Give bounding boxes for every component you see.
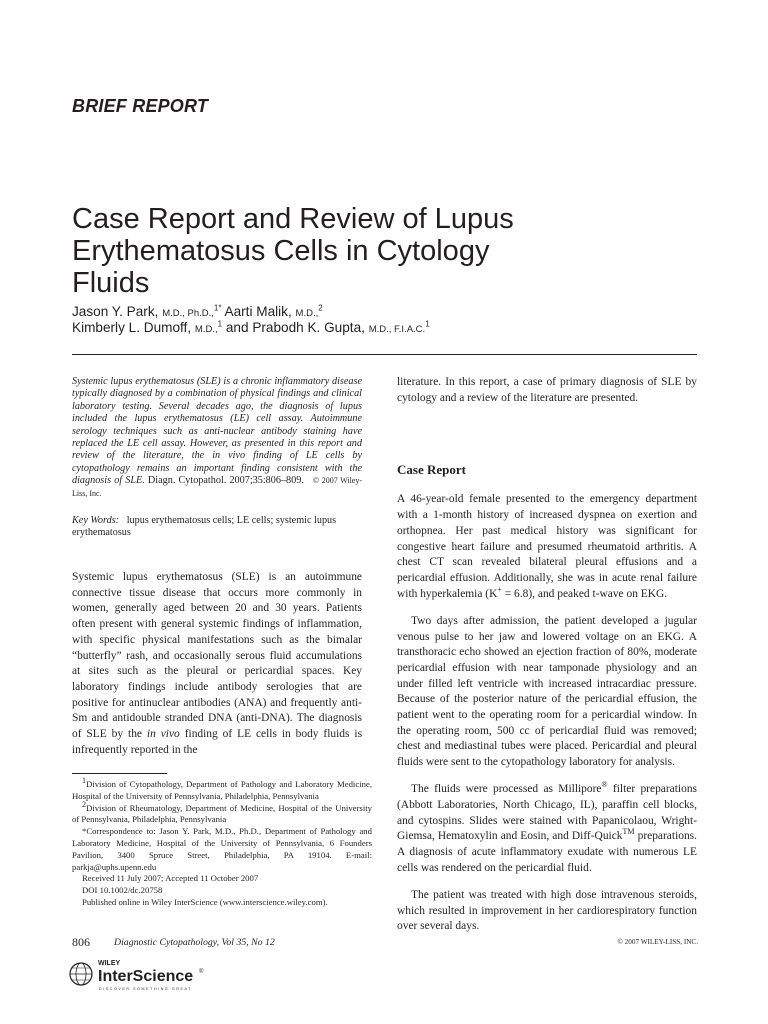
author-conjunction: and: [225, 320, 249, 335]
author-degree: M.D.,: [194, 324, 218, 335]
case-text-segment: preparations. A diagnosis of acute inflammatory exudate with numerous LE cells was rendered on the pericardial fluid.: [397, 830, 697, 874]
case-text-segment: filter preparations (Abbott Laboratories, North Chicago, IL), paraffin cell blocks, and cytospins. Slides were stained with Papanicolaou, Wright-Giemsa, Hematoxylin and Eosin, and Diff-Quick: [397, 783, 697, 843]
footnote-correspondence: *Correspondence to: Jason Y. Park, M.D., Ph.D., Department of Pathology and Laboratory Medicine, Hospital of the University of Pennsylvania, 6 Founders Pavilion, 3400 Spruce Street, Philadelphia, PA 19104. E-mail: parkja@uphs.upenn.edu: [72, 826, 372, 872]
author-name: Prabodh K. Gupta,: [252, 320, 365, 335]
author-degree: M.D., Ph.D.,: [162, 308, 214, 319]
superscript-plus: +: [497, 584, 502, 594]
author-degree: M.D.,: [295, 308, 319, 319]
author-name: Aarti Malik,: [224, 304, 292, 319]
footnotes: [72, 776, 372, 909]
case-text-segment: = 6.8), and peaked t-wave on EKG.: [501, 587, 668, 600]
keywords-list: lupus erythematosus cells; LE cells; systemic lupus erythematosus: [72, 515, 337, 539]
case-paragraph: Two days after admission, the patient developed a jugular venous pulse to her jaw and lowered voltage on an EKG. A transthoracic echo showed an ejection fraction of 80%, moderate pericardial effusion with near tamponade physiology and an under filled left ventricle with increased intracardiac pressure. Because of the posterior nature of the pericardial effusion, the patient went to the operating room for a pericardial window. In the operating room, 500 cc of pericardial fluid was removed; chest and mediastinal tubes were placed. Pericardial and pleural fluids were sent to the cytopathology laboratory for analysis.: [397, 614, 697, 769]
author-degree: M.D., F.I.A.C.: [368, 324, 426, 335]
author-affiliation-mark: 2: [318, 303, 323, 313]
header-rule: [72, 354, 697, 355]
intro-paragraph: [72, 570, 362, 758]
case-text-segment: The fluids were processed as Millipore: [411, 783, 602, 796]
keywords-label: Key Words:: [72, 515, 120, 526]
logo-name: InterScience: [98, 968, 194, 985]
footer-copyright: © 2007 WILEY-LISS, INC.: [617, 938, 698, 946]
author-list: [72, 305, 592, 337]
author-name: Kimberly L. Dumoff,: [72, 320, 192, 335]
author-affiliation-mark: 1*: [213, 303, 222, 313]
abstract-citation: Diagn. Cytopathol. 2007;35:806–809.: [147, 475, 304, 487]
footnote-published: Published online in Wiley InterScience (www.interscience.wiley.com).: [82, 896, 328, 907]
footnote-mark: 2: [82, 799, 86, 809]
case-paragraph: The patient was treated with high dose intravenous steroids, which resulted in improvement in her cardiorespiratory function over several days.: [397, 888, 697, 933]
journal-citation: Diagnostic Cytopathology, Vol 35, No 12: [114, 937, 275, 948]
intro-text-segment: Systemic lupus erythematosus (SLE) is an autoimmune connective tissue disease that occurs more commonly in women, generally aged between 20 and 30 years. Patients often present with general systemic findings of inflammation, with specific physical manifestations such as the bimalar “butterfly” rash, and occasionally serous fluid accumulations at sites such as the pleural or pericardial spaces. Key laboratory findings include antibody serologies that are positive for antinuclear antibodies (ANA) and frequently anti-Sm and antidouble stranded DNA (anti-DNA). The diagnosis of SLE by the: [72, 571, 362, 741]
registered-mark: ®: [601, 780, 608, 790]
case-report-heading: Case Report: [397, 462, 466, 477]
logo-tagline: DISCOVER SOMETHING GREAT: [99, 987, 193, 991]
intro-italic-term: in vivo: [146, 728, 180, 741]
right-column-continuation: [397, 375, 697, 406]
footnote-text: Division of Rheumatology, Department of Medicine, Hospital of the University of Pennsylvania, Philadelphia, Pennsylvania: [72, 802, 372, 825]
wiley-interscience-logo: [68, 952, 218, 996]
footnote-affiliation-2: [72, 799, 372, 827]
section-label: BRIEF REPORT: [72, 96, 209, 116]
keywords: [72, 515, 362, 540]
footnote-text: Division of Cytopathology, Department of Pathology and Laboratory Medicine, Hospital of the University of Pennsylvania, Philadelphia, Pennsylvania: [72, 779, 372, 801]
footnote-doi: DOI 10.1002/dc.20758: [82, 885, 163, 896]
case-paragraph: [397, 492, 697, 602]
abstract: [72, 376, 362, 500]
article-title: Case Report and Review of Lupus Erythematosus Cells in Cytology Fluids: [72, 203, 514, 299]
intro-text-segment: finding of LE cells in body fluids is infrequently reported in the: [72, 728, 363, 756]
footnote-received: Received 11 July 2007; Accepted 11 October 2007: [82, 873, 259, 884]
logo-registered: ®: [199, 969, 204, 975]
continuation-paragraph: literature. In this report, a case of primary diagnosis of SLE by cytology and a review of the literature are presented.: [397, 376, 697, 404]
case-text-segment: A 46-year-old female presented to the emergency department with a 1-month history of increased dyspnea on exertion and orthopnea. Her past medical history was significant for congestive heart failure and presumed rheumatoid arthritis. A chest CT scan revealed bilateral pleural effusions and a pericardial effusion. Additionally, she was in acute renal failure with hyperkalemia (K: [397, 493, 697, 600]
case-paragraph: [397, 782, 697, 876]
abstract-copyright: © 2007 Wiley-Liss, Inc.: [72, 476, 363, 498]
page-number: 806: [72, 935, 90, 949]
case-report-body: [397, 481, 697, 946]
abstract-text: Systemic lupus erythematosus (SLE) is a chronic inflammatory disease typically diagnosed by a combination of physical findings and clinical laboratory testing. Several decades ago, the diagnosis of lupus included the lupus erythematosus (LE) cell assay. Autoimmune serology techniques such as anti-nuclear antibody staining have replaced the LE cell assay. However, as presented in this report and review of the literature, the in vivo finding of LE cells by cytopathology remains an important finding consistent with the diagnosis of SLE.: [72, 376, 362, 487]
intro-text: [72, 570, 362, 758]
footnote-mark: 1: [82, 776, 86, 786]
logo-brand: WILEY: [98, 960, 121, 967]
author-affiliation-mark: 1: [425, 319, 430, 329]
footnote-rule: [72, 773, 167, 774]
author-affiliation-mark: 1: [217, 319, 223, 329]
author-name: Jason Y. Park,: [72, 304, 159, 319]
footnote-affiliation-1: [72, 776, 372, 803]
globe-icon: [70, 963, 92, 985]
trademark-mark: TM: [622, 827, 635, 837]
